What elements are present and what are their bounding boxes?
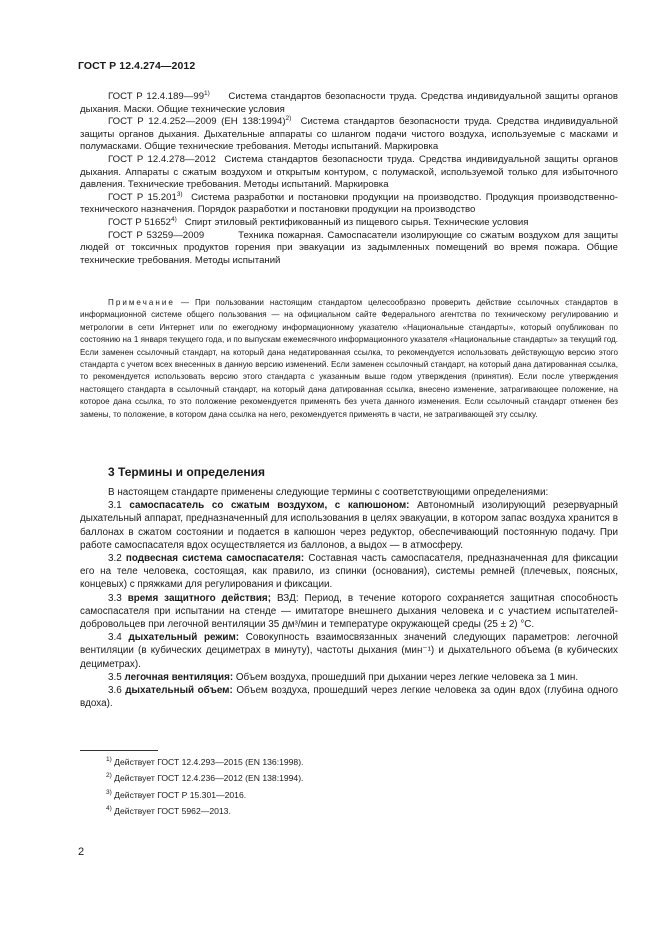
term-definition: Совокупность взаимосвязанных значений следующих параметров: легочной вентиляции (в кубических дециметрах в минуту), частоты дыхания (мин⁻¹) и дыхательного объема (в кубических дециметрах). [80, 632, 618, 670]
footnote-number: 4) [106, 805, 112, 813]
term-entry [80, 671, 618, 684]
term-name: легочная вентиляция: [124, 671, 234, 683]
reference-title: Система разработки и постановки продукции на производство. Продукция производственно-технического назначения. Порядок разработки и постановки продукции на производство [80, 191, 618, 216]
reference-code: ГОСТ Р 15.201 [108, 191, 177, 203]
term-name: время защитного действия; [127, 592, 271, 604]
reference-entry [80, 116, 618, 154]
page-number: 2 [78, 846, 85, 858]
footnote [106, 770, 303, 786]
footnote [106, 803, 303, 819]
term-name: дыхательный объем: [125, 685, 233, 697]
term-definition: Составная часть самоспасателя, предназначенная для фиксации его на теле человека, состоящая, как правило, из спинки (основания), системы ремней (плечевых, поясных, концевых) с пряжками для регулирования и фиксации. [80, 553, 618, 591]
footnote-number: 3) [106, 788, 112, 796]
note-label: Примечание [108, 298, 175, 307]
term-number: 3.2 [108, 553, 122, 565]
footnote-ref: 4) [171, 215, 177, 223]
section-body [80, 486, 618, 710]
term-definition: Автономный изолирующий резервуарный дыхательный аппарат, предназначенный для использования в целях эвакуации, в котором запас воздуха хранится в баллонах в сжатом состоянии и подается в капюшон через редуктор, обеспечивающий постоянную подачу. При работе самоспасателя вдох осуществляется из баллонов, а выдох — в атмосферу. [80, 500, 619, 551]
term-name: самоспасатель со сжатым воздухом, с капюшоном: [129, 500, 410, 512]
footnote-ref: 3) [176, 190, 183, 198]
document-header: ГОСТ Р 12.4.274—2012 [78, 60, 196, 72]
term-number: 3.6 [108, 685, 122, 697]
term-entry [80, 684, 618, 710]
reference-entry [80, 91, 618, 116]
reference-code: ГОСТ Р 12.4.252—2009 (ЕН 138:1994) [108, 116, 286, 128]
term-name: подвесная система самоспасателя: [125, 553, 305, 565]
footnote-text: Действует ГОСТ Р 15.301—2016. [114, 789, 247, 800]
note-text: — При пользовании настоящим стандартом целесообразно проверить действие ссылочных стандартов в информационной системе общего пользования — на официальном сайте Федерального агентства по техническому регулированию и метрологии в сети Интернет или по ежегодному информационному указателю «Национальные стандарты», который опубликован по состоянию на 1 января текущего года, и по выпускам ежемесячного информационного указателя «Национальные стандарты» за текущий год. Если заменен ссылочный стандарт, на который дана недатированная ссылка, то рекомендуется использовать действующую версию этого стандарта с учетом всех внесенных в данную версию изменений. Если заменен ссылочный стандарт, на который дана датированная ссылка, то рекомендуется использовать версию этого стандарта с указанным выше годом утверждения (принятия). Если после утверждения настоящего стандарта в ссылочный стандарт, на который дана датированная ссылка, внесено изменение, затрагивающее положение, на которое дана ссылка, то это положение рекомендуется применять без учета данного изменения. Если ссылочный стандарт отменен без замены, то положение, в котором дана ссылка на него, рекомендуется применять в части, не затрагивающей эту ссылку. [80, 298, 619, 419]
term-entry [80, 631, 618, 671]
reference-title: Система стандартов безопасности труда. Средства индивидуальной защиты органов дыхания. Аппараты с сжатым воздухом и открытым контуром, с полумаской, используемой только для избыточного давления. Технические требования. Методы испытаний. Маркировка [80, 153, 618, 191]
footnote [106, 787, 303, 803]
reference-entry [80, 192, 618, 217]
term-name: дыхательный режим: [128, 632, 240, 644]
footnote-ref: 2) [285, 115, 292, 122]
reference-entry [80, 230, 618, 268]
reference-title: Система стандартов безопасности труда. Средства индивидуальной защиты органов дыхания. Маски. Общие технические условия [80, 91, 618, 115]
reference-title: Техника пожарная. Самоспасатели изолирующие со сжатым воздухом для защиты людей от токсичных продуктов горения при эвакуации из задымленных помещений во время пожара. Общие технические требования. Методы испытаний [80, 229, 618, 266]
term-definition: Объем воздуха, прошедший при дыхании через легкие человека за 1 мин. [235, 671, 579, 683]
reference-code: ГОСТ Р 53259—2009 [108, 229, 205, 241]
term-number: 3.1 [108, 500, 122, 512]
term-entry [80, 592, 618, 632]
term-definition: ВЗД: Период, в течение которого сохраняется защитная способность самоспасателя при испытании на стенде — имитаторе внешнего дыхания человека и с участием испытателей-добровольцев при легочной вентиляции 35 дм³/мин и температуре окружающей среды (25 ± 2) °С. [80, 592, 618, 631]
reference-code: ГОСТ Р 51652 [108, 216, 171, 228]
footnote-ref: 1) [204, 89, 210, 97]
term-entry [80, 552, 618, 592]
term-definition: Объем воздуха, прошедший через легкие человека за один вдох (глубина одного вдоха). [80, 685, 618, 710]
reference-entry [80, 217, 618, 230]
terms-section [80, 465, 618, 710]
footnote-text: Действует ГОСТ 12.4.293—2015 (EN 136:1998). [114, 757, 304, 767]
reference-code: ГОСТ Р 12.4.189—99 [108, 91, 205, 102]
reference-code: ГОСТ Р 12.4.278—2012 [108, 153, 216, 165]
reference-entry [80, 154, 618, 192]
footnote-number: 2) [106, 772, 112, 780]
term-entry [80, 499, 618, 552]
term-number: 3.5 [108, 671, 122, 683]
footnotes [106, 754, 303, 820]
footnote-number: 1) [106, 756, 112, 764]
footnote-text: Действует ГОСТ 12.4.236—2012 (EN 138:1994). [114, 773, 304, 784]
footnote [106, 754, 303, 770]
footnote-divider [80, 750, 158, 751]
reference-title: Спирт этиловый ректификованный из пищевого сырья. Технические условия [184, 216, 529, 228]
references-note [80, 297, 618, 421]
normative-references-list [80, 91, 618, 267]
section-title: 3 Термины и определения [108, 465, 266, 479]
section-intro: В настоящем стандарте применены следующие термины с соответствующими определениями: [108, 487, 549, 498]
term-number: 3.3 [108, 592, 122, 604]
footnote-text: Действует ГОСТ 5962—2013. [114, 806, 231, 817]
term-number: 3.4 [108, 632, 122, 644]
reference-title: Система стандартов безопасности труда. Средства индивидуальной защиты органов дыхания. Дыхательные аппараты со шлангом подачи чистого воздуха, используемые с масками и полумасками. Общие технические требования. Методы испытаний. Маркировка [80, 116, 618, 153]
